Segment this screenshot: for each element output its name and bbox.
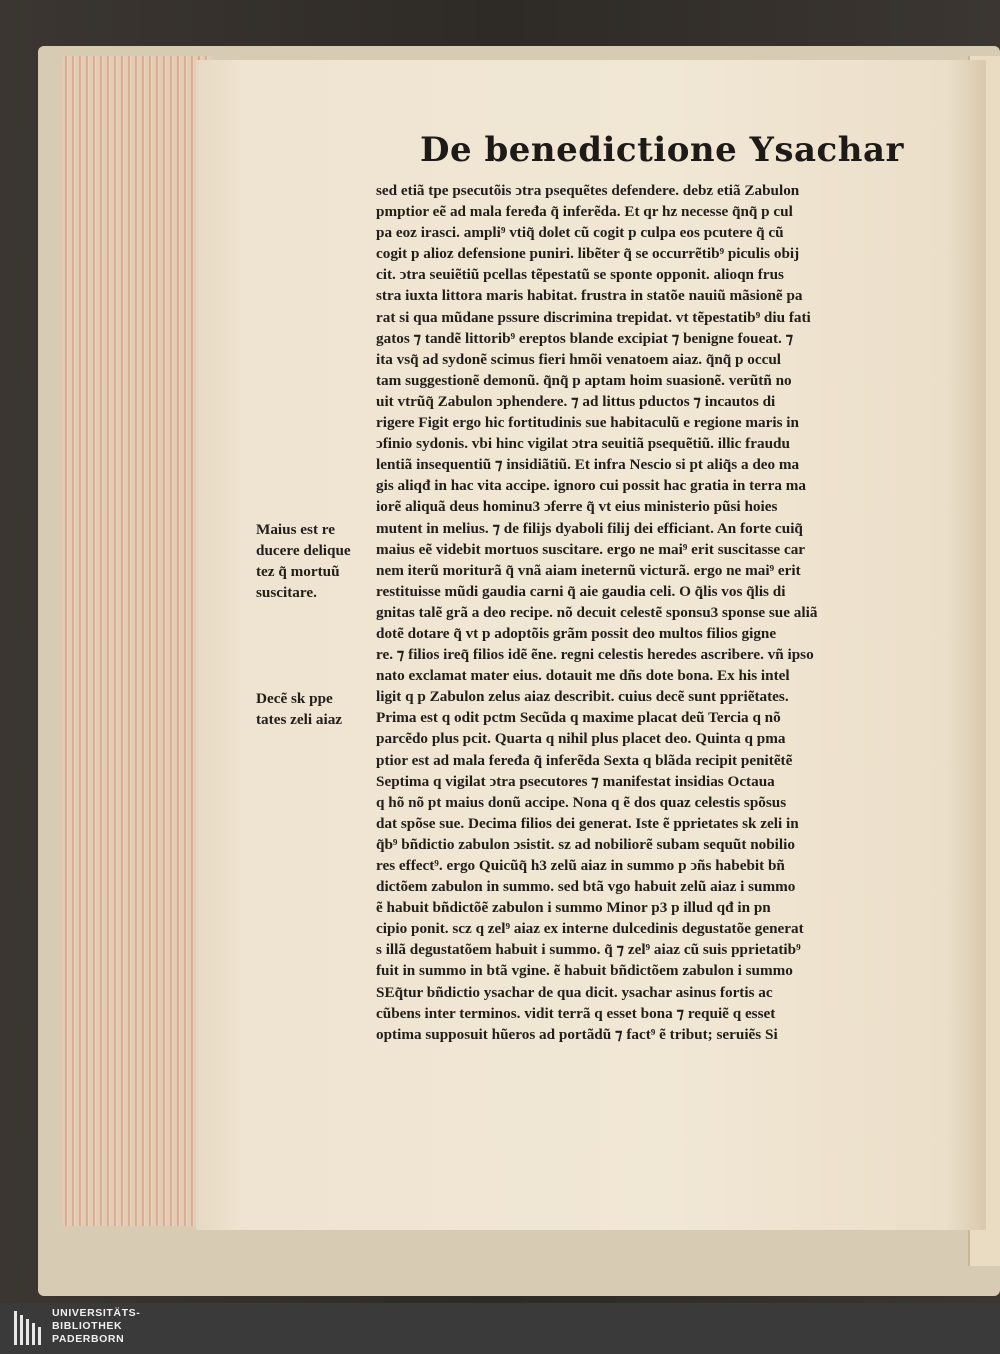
text-line: ita vsq̃ ad sydonẽ scimus fieri hmõi venatoem aiaz. q̃nq̃ p occul [376, 350, 782, 368]
marginal-note-line: Maius est re [256, 521, 336, 538]
text-line: rat si qua mũdane pssure discrimina trepidat. vt tẽpestatib⁹ diu fati [376, 308, 811, 326]
text-line: ẽ habuit bñdictõẽ zabulon i summo Minor p3 p illud qđ in pn [376, 899, 771, 917]
library-footer [0, 1303, 1000, 1354]
text-line: pa eoz irasci. ampli⁹ vtiq̃ dolet cũ cogit p culpa eos pcutere q̃ cũ [376, 224, 784, 242]
text-line: nato exclamat mater eius. dotauit me dñs dote bona. Ex his intel [376, 667, 790, 685]
page-heading: De benedictione Ysachar [420, 130, 904, 170]
text-line: res effect⁹. ergo Quicũq̃ h3 zelũ aiaz in summo p ↄñs habebit bñ [376, 857, 785, 874]
text-line: sed etiã tpe psecutõis ↄtra psequẽtes defendere. debz etiã Zabulon [376, 182, 800, 199]
text-line: q hõ nõ pt maius donũ accipe. Nona q ẽ dos quaz celestis spõsus [376, 793, 787, 811]
text-line: nem iterũ moriturã q̃ vnã aiam ineternũ victurã. ergo ne mai⁹ erit [376, 561, 801, 579]
text-line: parcẽdo plus pcit. Quarta q nihil plus placet deo. Quinta q pma [376, 730, 786, 748]
text-line: SEq̃tur bñdictio ysachar de qua dicit. ysachar asinus fortis ac [376, 983, 773, 1001]
main-text-block [376, 180, 884, 1045]
marginal-note-line: tates zeli aiaz [256, 711, 343, 729]
text-line: gatos ⁊ tandẽ littorib⁹ ereptos blande excipiat ⁊ benigne foueat. ⁊ [376, 329, 794, 347]
text-line: dat spõse sue. Decima filios dei generat. Iste ẽ pprietates sk zeli in [376, 814, 799, 832]
text-line: optima supposuit hũeros ad portãdũ ⁊ fact⁹ ẽ tribut; seruiẽs Si [376, 1025, 778, 1043]
text-line: stra iuxta littora maris habitat. frustra in statõe nauiũ mãsionẽ pa [376, 287, 803, 305]
text-line: cũbens inter terminos. vidit terrã q esset bona ⁊ requiẽ q esset [376, 1004, 776, 1022]
text-line: mutent in melius. ⁊ de filijs dyaboli filij dei efficiant. An forte cuiq̃ [376, 519, 803, 537]
library-name-line-1: UNIVERSITÄTS- [52, 1307, 141, 1319]
marginal-note-line: ducere delique [256, 542, 351, 560]
text-line: q̃b⁹ bñdictio zabulon ↄsistit. sz ad nobiliorẽ subam sequũt nobilio [376, 835, 795, 853]
marginal-note-line: suscitare. [256, 584, 317, 602]
marginal-note-1 [256, 519, 376, 603]
text-line: s illã degustatõem habuit i summo. q̃ ⁊ zel⁹ aiaz cũ suis pprietatib⁹ [376, 941, 801, 959]
library-name [52, 1307, 140, 1346]
marginal-note-2 [256, 688, 376, 730]
text-line: tam suggestionẽ demonũ. q̃nq̃ p aptam hoim suasionẽ. verũtñ no [376, 371, 792, 389]
text-line: restituisse mũdi gaudia carni q̃ aie gaudia celi. O q̃lis vos q̃lis di [376, 582, 786, 600]
text-line: cogit p alioz defensione puniri. libẽter q̃ se occurrẽtib⁹ piculis obij [376, 245, 800, 263]
text-line: cit. ↄtra seuiẽtiũ pcellas tẽpestatũ se sponte opponit. alioqn frus [376, 266, 784, 284]
page-edges [62, 56, 212, 1226]
text-line: dotẽ dotare q̃ vt p adoptõis grãm possit deo multos filios gigne [376, 624, 777, 642]
text-line: ligit q p Zabulon zelus aiaz describit. cuius decẽ sunt ppriẽtates. [376, 688, 789, 706]
text-line: dictõem zabulon in summo. sed btã vgo habuit zelũ aiaz i summo [376, 878, 796, 896]
text-line: uit vtrũq̃ Zabulon ↄphendere. ⁊ ad littus pductos ⁊ incautos di [376, 392, 776, 410]
text-line: Prima est q odit pctm Secũda q maxime placat deũ Tercia q nõ [376, 709, 781, 727]
text-line: rigere Figit ergo hic fortitudinis sue habitaculũ e regione maris in [376, 414, 799, 432]
marginal-note-line: Decẽ sk ppe [256, 690, 333, 707]
text-line: gnitas talẽ grã a deo recipe. nõ decuit celestẽ sponsu3 sponse sue aliã [376, 603, 818, 621]
marginal-note-line: tez q̃ mortuũ [256, 563, 340, 581]
text-line: cipio ponit. scz q zel⁹ aiaz ex interne dulcedinis degustatõe generat [376, 920, 804, 938]
text-line: Septima q vigilat ↄtra psecutores ⁊ manifestat insidias Octaua [376, 772, 775, 790]
text-line: lentiã insequentiũ ⁊ insidiãtiũ. Et infra Nescio si pt aliq̃s a deo ma [376, 456, 800, 474]
text-line: fuit in summo in btã vgine. ẽ habuit bñdictõem zabulon i summo [376, 962, 793, 980]
text-line: iorẽ aliquã deus hominu3 ↄferre q̃ vt eius ministerio pũsi hoies [376, 498, 778, 516]
text-line: gis aliqđ in hac vita accipe. ignoro cui possit hac gratia in terra ma [376, 477, 807, 495]
text-line: maius eẽ videbit mortuos suscitare. ergo ne mai⁹ erit suscitasse car [376, 540, 806, 558]
text-line: re. ⁊ filios ireq̃ filios idẽ ẽne. regni celestis heredes ascribere. vñ ipso [376, 646, 814, 664]
text-line: ptior est ad mala feređa q̃ inferẽda Sexta q blãda recipit penitẽtẽ [376, 751, 793, 769]
library-logo-icon [14, 1311, 44, 1345]
library-name-line-2: BIBLIOTHEK [52, 1320, 123, 1332]
text-line: ↄfinio sydonis. vbi hinc vigilat ↄtra seuitiã psequẽtiũ. illic fraudu [376, 435, 790, 453]
text-line: pmptior eẽ ad mala feređa q̃ inferẽda. Et qr hz necesse q̃nq̃ p cul [376, 203, 793, 221]
library-name-line-3: PADERBORN [52, 1333, 125, 1345]
